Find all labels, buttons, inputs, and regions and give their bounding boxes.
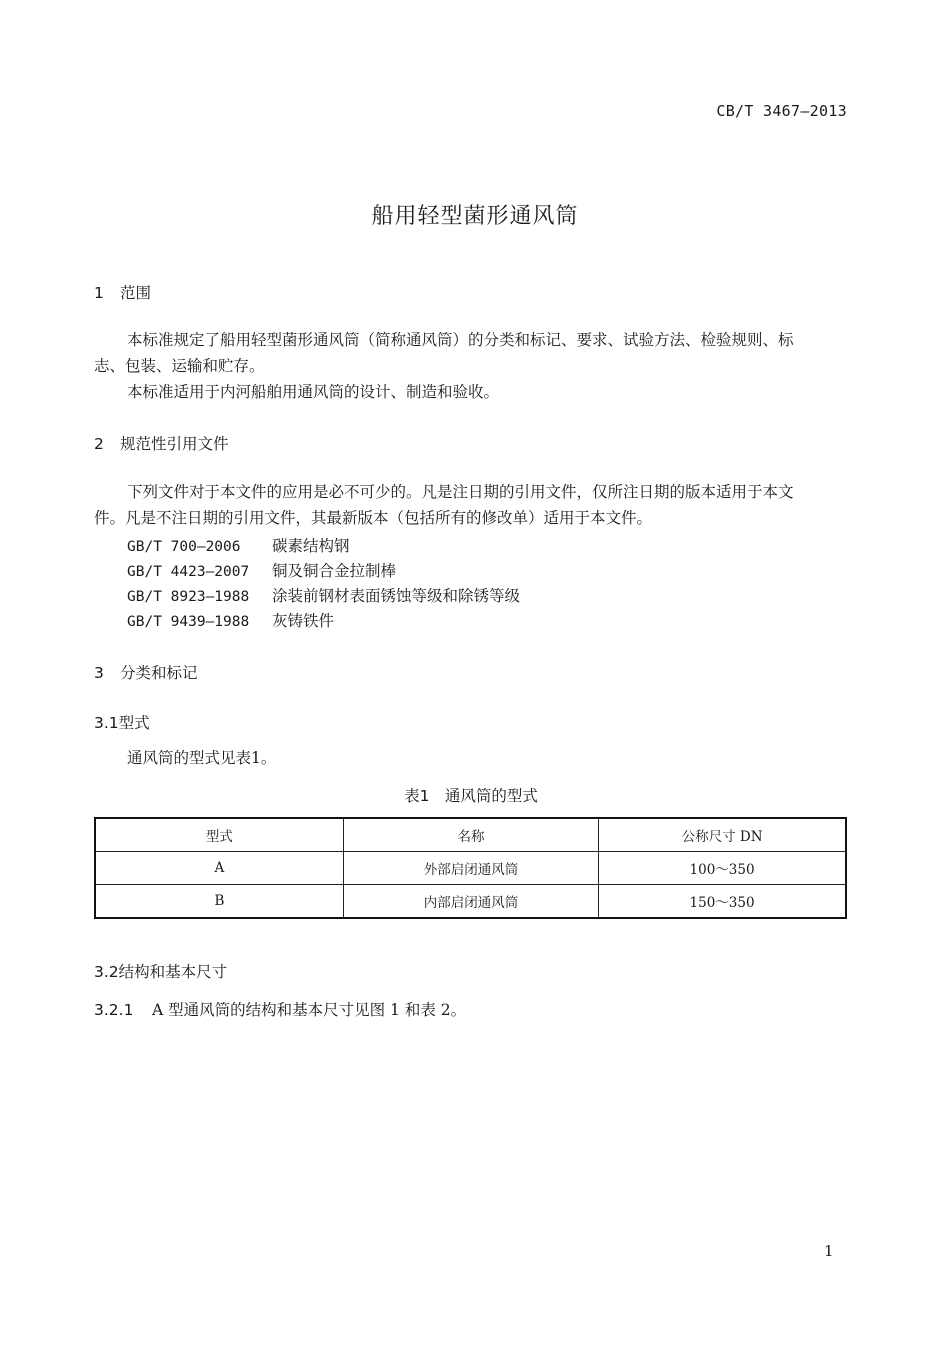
section-2-heading bbox=[94, 432, 229, 454]
table-row bbox=[95, 852, 846, 885]
reference-title: 碳素结构钢 bbox=[272, 537, 350, 555]
scope-para2: 本标准适用于内河船舶用通风筒的设计、制造和验收。 bbox=[127, 383, 500, 401]
subsection-3-1-text: 通风筒的型式见表1。 bbox=[127, 749, 277, 767]
section-3-heading bbox=[94, 661, 198, 683]
subsection-text: A 型通风筒的结构和基本尺寸见图 1 和表 2。 bbox=[152, 1001, 467, 1019]
reference-item bbox=[127, 534, 350, 556]
section-number: 2 bbox=[94, 435, 104, 453]
subsection-number: 3.2 bbox=[94, 963, 119, 981]
table-caption: 表1 通风筒的型式 bbox=[404, 787, 538, 805]
reference-item bbox=[127, 559, 396, 581]
subsection-title: 结构和基本尺寸 bbox=[118, 963, 228, 981]
reference-title: 涂装前钢材表面锈蚀等级和除锈等级 bbox=[272, 587, 521, 605]
reference-code: GB/T 9439—1988 bbox=[127, 614, 250, 630]
subsection-number: 3.1 bbox=[94, 714, 119, 732]
scope-para1-line2: 志、包装、运输和贮存。 bbox=[94, 357, 265, 375]
section-title: 规范性引用文件 bbox=[120, 435, 229, 453]
section-number: 3 bbox=[94, 664, 104, 682]
table-row bbox=[95, 885, 846, 919]
reference-code: GB/T 700—2006 bbox=[127, 539, 241, 555]
section-number: 1 bbox=[94, 284, 104, 302]
table-header-cell: 公称尺寸 DN bbox=[599, 818, 846, 852]
page-number: 1 bbox=[824, 1242, 834, 1260]
table-header-cell: 名称 bbox=[343, 818, 598, 852]
reference-code: GB/T 8923—1988 bbox=[127, 589, 250, 605]
table-cell: A bbox=[95, 852, 343, 885]
subsection-title: 型式 bbox=[118, 714, 150, 732]
reference-title: 灰铸铁件 bbox=[272, 612, 335, 630]
types-table bbox=[94, 817, 847, 919]
table-cell: 内部启闭通风筒 bbox=[343, 885, 598, 919]
scope-para1-line1: 本标准规定了船用轻型菌形通风筒（简称通风筒）的分类和标记、要求、试验方法、检验规则、标 bbox=[127, 331, 794, 349]
section-1-heading bbox=[94, 281, 151, 303]
refs-intro-line1: 下列文件对于本文件的应用是必不可少的。凡是注日期的引用文件，仅所注日期的版本适用于本文 bbox=[127, 483, 794, 501]
subsection-3-2-1 bbox=[94, 998, 466, 1020]
section-title: 分类和标记 bbox=[120, 664, 198, 682]
table-cell: 150～350 bbox=[599, 885, 846, 919]
reference-item bbox=[127, 609, 334, 631]
subsection-3-1-heading bbox=[94, 711, 150, 733]
table-header-row bbox=[95, 818, 846, 852]
standard-code: CB/T 3467—2013 bbox=[716, 102, 847, 120]
reference-item bbox=[127, 584, 520, 606]
table-cell: 外部启闭通风筒 bbox=[343, 852, 598, 885]
section-title: 范围 bbox=[120, 284, 152, 302]
reference-title: 铜及铜合金拉制棒 bbox=[272, 562, 397, 580]
table-header-cell: 型式 bbox=[95, 818, 343, 852]
table-cell: 100～350 bbox=[599, 852, 846, 885]
reference-code: GB/T 4423—2007 bbox=[127, 564, 250, 580]
table-cell: B bbox=[95, 885, 343, 919]
subsection-number: 3.2.1 bbox=[94, 1001, 134, 1019]
refs-intro-line2: 件。凡是不注日期的引用文件，其最新版本（包括所有的修改单）适用于本文件。 bbox=[94, 509, 653, 527]
document-title: 船用轻型菌形通风筒 bbox=[371, 204, 579, 229]
subsection-3-2-heading bbox=[94, 960, 227, 982]
